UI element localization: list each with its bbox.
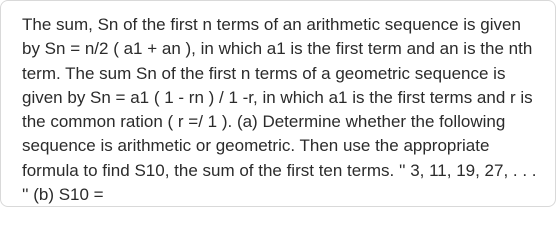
question-text: The sum, Sn of the first n terms of an arithmetic sequence is given by Sn = n/2 ( a1 + an ), in which a1 is the first term and an is the nth term. The sum Sn of the first n terms of a geometric sequence is given by Sn = a1 ( 1 - rn ) / 1 -r, in which a1 is the first terms and r is the common ration ( r =/ 1 ). (a) Determine whether the following sequence is arithmetic or geometric. Then use the appropriate formula to find S10, the sum of the first ten terms. '' 3, 11, 19, 27, . . . '' (b) S10 = (22, 15, 537, 205)
